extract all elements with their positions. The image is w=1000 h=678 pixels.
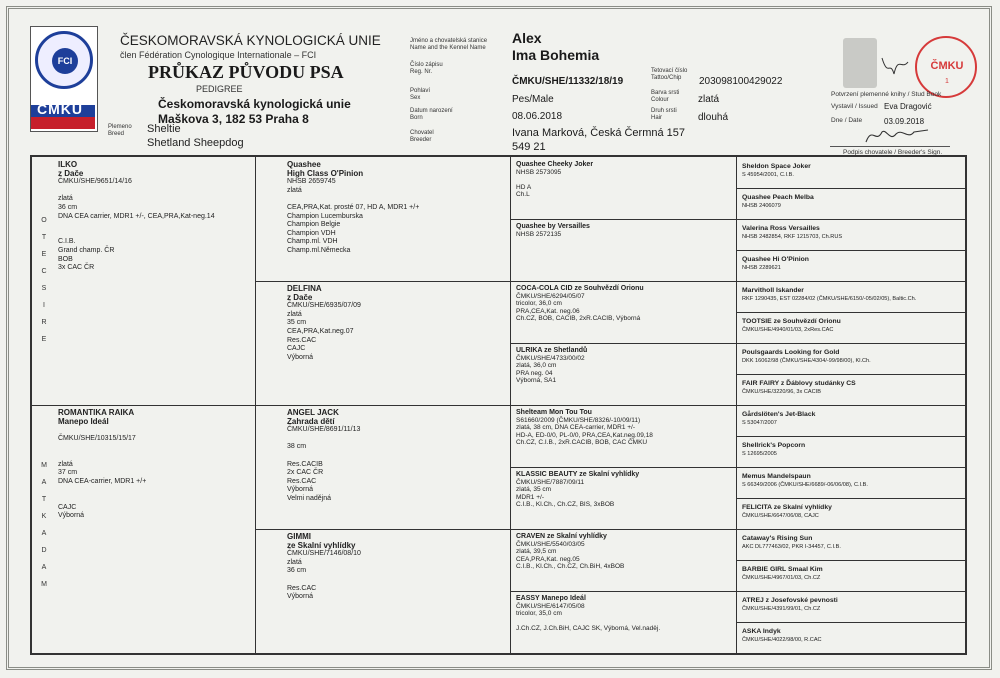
great-great-grandparent-name: TOOTSIE ze Souhvězdí Orionu — [742, 318, 841, 325]
great-grandparent-cell — [516, 471, 639, 509]
great-great-grandparent-name: Memus Mandelspaun — [742, 473, 811, 480]
great-great-grandparent-name: ASKA Indyk — [742, 628, 781, 635]
info-line — [58, 452, 146, 461]
info-line: ČMKU/SHE/6647/06/08, CAJC — [742, 513, 819, 519]
issued-label: Vystavil / Issued — [831, 103, 878, 110]
info-line — [58, 221, 215, 230]
hair-value: dlouhá — [698, 112, 729, 123]
info-line: S 53047/2007 — [742, 420, 777, 426]
name-label: Jméno a chovatelská stanice Name and the Kennel Name — [410, 38, 488, 51]
info-line: ČMKU/SHE/10315/15/17 — [58, 434, 136, 442]
sire-kennel: z Dače — [58, 168, 84, 178]
info-line: BOB — [58, 255, 73, 263]
great-grandparent-name: Shelteam Mon Tou Tou — [516, 409, 592, 416]
info-line: Výborná — [58, 512, 85, 520]
sire-side-label — [38, 212, 50, 348]
info-line: zlatá, 35 cm — [516, 486, 552, 494]
info-line: tricolor, 36,0 cm — [516, 300, 562, 308]
info-line: HD-A, ED-0/0, PL-0/0, PRA,CEA,Kat.neg.09,18 — [516, 431, 653, 439]
sire-sire-cell: Quashee High Class O'Pinion NHSB 2659745 zlatá CEA,PRA,Kat. prosté 07, HD A, MDR1 +/+ Champion Lucemburska Champion Belgie Champion VDH Champ.ml. VDH Champ.ml.Německa — [287, 160, 420, 254]
info-line: ČMKU/SHE/7146/08/10 — [287, 550, 361, 558]
info-line — [287, 576, 361, 585]
dam-sire-cell: ANGEL JACK Zahrada dětí ČMKU/SHE/8691/11/13 38 cm Res.CACIB 2x CAC ČR Res.CAC Výborná Velmi nadějná — [287, 408, 361, 502]
great-grandparent-cell — [516, 347, 587, 385]
org-subtitle: člen Fédération Cynologique Internationale – FCI — [120, 50, 317, 60]
info-line: Výborná — [287, 486, 314, 494]
info-line: 2x CAC ČR — [287, 469, 324, 477]
info-line: zlatá — [287, 558, 302, 566]
sex-value: Pes/Male — [512, 94, 554, 105]
info-line: Výborná — [287, 353, 314, 361]
info-line: zlatá, 39,5 cm — [516, 548, 557, 556]
info-line: 36 cm — [58, 203, 78, 211]
info-line: NHSB 2482854, RKF 1215703, Ch.RUS — [742, 234, 843, 240]
info-line — [516, 176, 593, 184]
date-label: Dne / Date — [831, 117, 863, 124]
side-letter: T — [41, 234, 47, 241]
info-line: NHSB 2659745 — [287, 178, 336, 186]
great-grandparent-name: COCA-COLA CID ze Souhvězdí Orionu — [516, 285, 644, 292]
great-grandparent-cell — [516, 533, 624, 571]
info-line: CAJC — [287, 345, 306, 353]
pedigree-table — [30, 155, 967, 655]
great-grandparent-cell — [516, 409, 653, 447]
great-great-grandparent-name: Quashee Peach Melba — [742, 194, 814, 201]
sire-dam-cell: DELFINA z Dače ČMKU/SHE/6935/07/09 zlatá 35 cm CEA,PRA,Kat.neg.07 Res.CAC CAJC Výborná — [287, 284, 361, 361]
great-great-grandparent-cell — [742, 441, 805, 459]
info-line: Champ.ml. VDH — [287, 238, 338, 246]
info-line — [58, 443, 146, 452]
dam-cell — [58, 409, 146, 521]
breed-value: Sheltie — [147, 123, 181, 135]
side-letter: K — [41, 513, 47, 520]
info-line: Výborná — [287, 593, 314, 601]
great-great-grandparent-cell — [742, 379, 856, 397]
great-great-grandparent-cell — [742, 503, 832, 521]
info-line: S61660/2009 (ČMKU/SHE/8326/-10/09/11) — [516, 416, 641, 424]
info-line: ČMKU/SHE/6147/05/08 — [516, 602, 585, 610]
info-line: 36 cm — [287, 567, 307, 575]
tattoo-value: 203098100429022 — [699, 76, 783, 87]
info-line: Ch.CZ, BOB, CACIB, 2xR.CACIB, Výborná — [516, 315, 641, 323]
info-line: C.I.B., Kl.Ch., Ch.CZ, BIS, 3xBOB — [516, 501, 615, 509]
info-line: J.Ch.CZ, J.Ch.BiH, CAJC SK, Výborná, Vel.naděj. — [516, 625, 661, 633]
info-line: ČMKU/SHE/4940/01/03, 2xRes.CAC — [742, 327, 834, 333]
great-great-grandparent-name: BARBIE GIRL Smaal Kim — [742, 566, 823, 573]
info-line: ČMKU/SHE/8691/11/13 — [287, 426, 361, 434]
great-great-grandparent-name: Marvitholl Iskander — [742, 287, 804, 294]
side-letter: E — [41, 251, 47, 258]
info-line: Velmi nadějná — [287, 494, 331, 502]
info-line: DNA CEA carrier, MDR1 +/-, CEA,PRA,Kat-neg.14 — [58, 212, 215, 220]
info-line: C.I.B., Kl.Ch., Ch.CZ, Ch.BiH, 4xBOB — [516, 563, 625, 571]
info-line: ČMKU/SHE/5540/03/05 — [516, 540, 585, 548]
kennel-name: Ima Bohemia — [512, 47, 600, 63]
info-line: ČMKU/SHE/4967/01/03, Ch.CZ — [742, 575, 821, 581]
side-letter: S — [41, 285, 47, 292]
great-grandparent-name: Quashee Cheeky Joker — [516, 161, 594, 168]
side-letter: O — [41, 217, 47, 224]
great-great-grandparent-cell — [742, 565, 823, 583]
signature-scribble — [880, 50, 910, 80]
info-line: NHSB 2572135 — [516, 230, 562, 238]
info-line: Ch.CZ, C.I.B., 2xR.CACIB, BOB, CAC ČMKU — [516, 439, 648, 447]
great-grandparent-name: Quashee by Versailles — [516, 223, 590, 230]
great-great-grandparent-cell — [742, 255, 809, 273]
side-letter: A — [41, 564, 47, 571]
info-line — [58, 187, 215, 196]
studbook-label: Potvrzení plemenné knihy / Stud Book — [831, 91, 942, 98]
info-line: zlatá — [58, 195, 73, 203]
blurred-photo — [843, 38, 877, 88]
great-great-grandparent-name: FAIR FAIRY z Ďáblovy studánky CS — [742, 380, 856, 387]
dam-kennel: Manepo Ideál — [58, 416, 109, 426]
info-line: PRA neg. 04 — [516, 369, 553, 377]
fci-emblem: FCI — [35, 31, 93, 89]
info-line: Res.CACIB — [287, 460, 323, 468]
great-great-grandparent-name: Poulsgaards Looking for Gold — [742, 349, 840, 356]
great-grandparent-name: KLASSIC BEAUTY ze Skalní vyhlídky — [516, 471, 640, 478]
reg-label: Číslo zápisu Reg. Nr. — [410, 62, 443, 75]
info-line: DKK 16062/98 (ČMKU/SHE/4304/-99/98/00), Kl.Ch. — [742, 358, 871, 364]
side-letter: D — [41, 547, 47, 554]
address-line1: Českomoravská kynologická unie — [158, 97, 351, 111]
info-line — [287, 195, 419, 204]
org-title: ČESKOMORAVSKÁ KYNOLOGICKÁ UNIE — [120, 33, 381, 48]
cmku-logo-text: ČMKU — [37, 101, 83, 117]
great-grandparent-cell — [516, 223, 590, 238]
great-great-grandparent-cell — [742, 224, 842, 242]
info-line: CEA,PRA,Kat. prosté 07, HD A, MDR1 +/+ — [287, 203, 420, 211]
side-letter: A — [41, 479, 47, 486]
born-label: Datum narození Born — [410, 108, 453, 121]
great-great-grandparent-cell — [742, 348, 871, 366]
great-great-grandparent-cell — [742, 193, 814, 211]
side-letter: R — [41, 319, 47, 326]
info-line: S 45954/2001, C.I.B. — [742, 172, 794, 178]
info-line: Champ.ml.Německa — [287, 246, 351, 254]
signature-line — [830, 146, 950, 147]
info-line: zlatá, 36,0 cm — [516, 362, 557, 370]
info-line: AKC DL777463/02, PKR I-34457, C.I.B. — [742, 544, 841, 550]
info-line: ČMKU/SHE/7887/09/11 — [516, 478, 585, 486]
info-line: zlatá — [287, 186, 302, 194]
info-line: RKF 1290435, EST 02284/02 (ČMKU/SHE/6150/-05/02/05), Baltic.Ch. — [742, 296, 917, 302]
info-line — [287, 435, 360, 444]
great-great-grandparent-name: Gårdslöten's Jet-Black — [742, 411, 816, 418]
reg-number: ČMKU/SHE/11332/18/19 — [512, 76, 624, 87]
info-line: HD A — [516, 183, 532, 191]
info-line: ČMKU/SHE/3220/96, 3x CACIB — [742, 389, 821, 395]
born-value: 08.06.2018 — [512, 111, 563, 122]
info-line: ČMKU/SHE/4733/00/02 — [516, 354, 585, 362]
great-great-grandparent-name: Shellrick's Popcorn — [742, 442, 806, 449]
info-line: NHSB 2289621 — [742, 265, 781, 271]
info-line — [287, 452, 360, 461]
dam-side-label — [38, 457, 50, 593]
info-line — [58, 495, 146, 504]
sire-cell — [58, 161, 215, 273]
great-great-grandparent-cell — [742, 286, 916, 304]
info-line: CEA,PRA,Kat.neg.07 — [287, 327, 354, 335]
info-line: Res.CAC — [287, 477, 317, 485]
info-line: CEA,PRA,Kat. neg.05 — [516, 555, 580, 563]
info-line: zlatá, 38 cm, DNA CEA-carrier, MDR1 +/- — [516, 424, 636, 432]
side-letter: C — [41, 268, 47, 275]
info-line: ČMKU/SHE/6294/05/07 — [516, 292, 585, 300]
colour-value: zlatá — [698, 94, 720, 105]
info-line — [58, 230, 215, 239]
colour-label: Barva srsti Colour — [651, 90, 680, 103]
breeder-value: Ivana Marková, Česká Čermná 157 — [512, 127, 686, 139]
great-great-grandparent-cell — [742, 596, 838, 614]
dog-name: Alex — [512, 30, 542, 46]
great-great-grandparent-name: FELICITA ze Skalní vyhlídky — [742, 504, 832, 511]
info-line: Grand champ. ČR — [58, 246, 115, 254]
side-letter: T — [41, 496, 47, 503]
dam-name: ROMANTIKA RAIKA — [58, 408, 135, 417]
info-line: CAJC — [58, 503, 77, 511]
date-value: 03.09.2018 — [884, 117, 925, 126]
info-line: MDR1 +/- — [516, 493, 544, 501]
info-line: PRA,CEA,Kat. neg.06 — [516, 307, 580, 315]
sex-label: Pohlaví Sex — [410, 88, 431, 101]
info-line: ČMKU/SHE/9651/14/16 — [58, 178, 132, 186]
info-line: 3x CAC ČR — [58, 264, 95, 272]
info-line: tricolor, 35,0 cm — [516, 610, 562, 618]
breeder-signature — [862, 124, 932, 146]
info-line: Res.CAC — [287, 336, 317, 344]
great-great-grandparent-cell — [742, 472, 868, 490]
breeder-postcode: 549 21 — [512, 141, 546, 153]
great-great-grandparent-cell — [742, 534, 841, 552]
info-line: 38 cm — [287, 443, 307, 451]
breed-label: Plemeno Breed — [108, 124, 132, 137]
side-letter: I — [43, 302, 45, 309]
great-great-grandparent-name: Cataway's Rising Sun — [742, 535, 813, 542]
info-line: ČMKU/SHE/6935/07/09 — [287, 302, 361, 310]
info-line: zlatá — [287, 310, 302, 318]
doc-title: PRŮKAZ PŮVODU PSA — [148, 62, 344, 82]
info-line: 35 cm — [287, 319, 307, 327]
info-line: ČMKU/SHE/4391/99/01, Ch.CZ — [742, 606, 821, 612]
dam-dam-cell: GIMMI ze Skalní vyhlídky ČMKU/SHE/7146/08/10 zlatá 36 cm Res.CAC Výborná — [287, 532, 361, 601]
info-line: Champion VDH — [287, 229, 336, 237]
info-line: Champion Belgie — [287, 221, 341, 229]
info-line: S 66349/2006 (ČMKU/SHE/6689/-06/06/08), C.I.B. — [742, 482, 868, 488]
info-line — [58, 486, 146, 495]
info-line: Res.CAC — [287, 584, 317, 592]
breeder-label: Chovatel Breeder — [410, 130, 434, 143]
info-line: S 12695/2005 — [742, 451, 777, 457]
info-line: NHSB 2573095 — [516, 168, 562, 176]
great-grandparent-cell — [516, 595, 660, 633]
info-line: NHSB 2406079 — [742, 203, 781, 209]
side-letter: M — [41, 581, 47, 588]
info-line: Ch.L — [516, 191, 530, 199]
signature-label: Podpis chovatele / Breeder's Sign. — [843, 149, 943, 156]
info-line — [516, 618, 660, 626]
side-letter: E — [41, 336, 47, 343]
info-line: Champion Lucemburska — [287, 212, 363, 220]
great-great-grandparent-name: Valerina Ross Versailles — [742, 225, 820, 232]
sire-name: ILKO — [58, 160, 78, 169]
great-grandparent-name: ULRIKA ze Shetlandů — [516, 347, 588, 354]
great-great-grandparent-name: ATREJ z Josefovské pevnosti — [742, 597, 838, 604]
great-great-grandparent-cell — [742, 317, 841, 335]
great-grandparent-cell — [516, 161, 593, 199]
info-line: zlatá — [58, 460, 73, 468]
cmku-logo — [30, 26, 98, 132]
doc-subtitle: PEDIGREE — [196, 84, 243, 94]
great-grandparent-cell — [516, 285, 644, 323]
info-line: Výborná, SA1 — [516, 377, 557, 385]
side-letter: A — [41, 530, 47, 537]
great-great-grandparent-name: Sheldon Space Joker — [742, 163, 811, 170]
great-great-grandparent-cell — [742, 162, 811, 180]
great-great-grandparent-cell — [742, 410, 815, 428]
great-grandparent-name: EASSY Manepo Ideál — [516, 595, 586, 602]
info-line: 37 cm — [58, 469, 78, 477]
tattoo-label: Tetovací číslo Tattoo/Chip — [651, 68, 688, 81]
hair-label: Druh srsti Hair — [651, 108, 677, 121]
great-great-grandparent-cell — [742, 627, 822, 645]
side-letter: M — [41, 462, 47, 469]
great-great-grandparent-name: Quashee Hi O'Pinion — [742, 256, 809, 263]
breed-value-en: Shetland Sheepdog — [147, 137, 244, 149]
great-grandparent-name: CRAVEN ze Skalní vyhlídky — [516, 533, 607, 540]
info-line: C.I.B. — [58, 238, 76, 246]
stud-book-stamp: ČMKU 1 — [915, 36, 977, 98]
issued-value: Eva Dragović — [884, 102, 932, 111]
address-line2: Maškova 3, 182 53 Praha 8 — [158, 112, 309, 126]
info-line — [58, 426, 146, 435]
info-line: ČMKU/SHE/4022/98/00, R.CAC — [742, 637, 822, 643]
info-line: DNA CEA-carrier, MDR1 +/+ — [58, 477, 147, 485]
